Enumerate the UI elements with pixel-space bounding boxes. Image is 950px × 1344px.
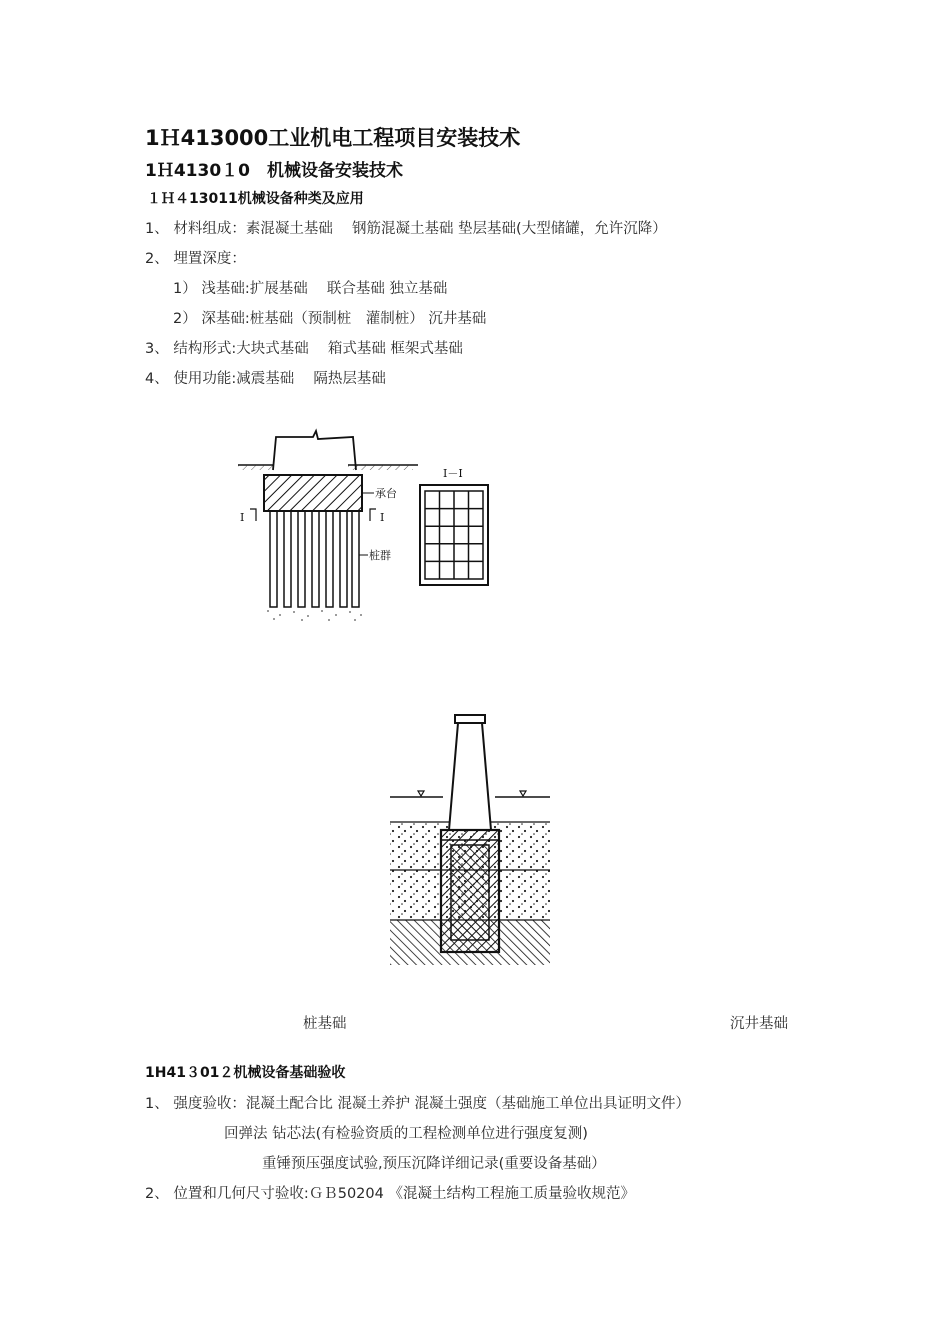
list-item: 重锤预压强度试验,预压沉降详细记录(重要设备基础） bbox=[262, 1156, 606, 1172]
section-title: I－I bbox=[443, 467, 463, 480]
list-item: 回弹法 钻芯法(有检验资质的工程检测单位进行强度复测) bbox=[224, 1126, 588, 1142]
section-heading: 1Ｈ4130１0 机械设备安装技术 bbox=[145, 161, 403, 181]
list-item: 2） 深基础:桩基础（预制桩 灌制桩） 沉井基础 bbox=[173, 311, 487, 327]
subsection-heading-acceptance: 1H41３01２机械设备基础验收 bbox=[145, 1065, 346, 1081]
list-item: 1、 强度验收：混凝土配合比 混凝土养护 混凝土强度（基础施工单位出具证明文件） bbox=[145, 1096, 691, 1112]
list-item: 1、 材料组成：素混凝土基础 钢筋混凝土基础 垫层基础(大型储罐，允许沉降） bbox=[145, 221, 667, 237]
page-title: 1Ｈ413000工业机电工程项目安装技术 bbox=[145, 126, 521, 150]
caisson-foundation-figure bbox=[385, 705, 560, 970]
pile-foundation-figure bbox=[228, 425, 508, 625]
list-item: 1） 浅基础:扩展基础 联合基础 独立基础 bbox=[173, 281, 448, 297]
subsection-heading-types: １Ｈ４13011机械设备种类及应用 bbox=[147, 191, 364, 207]
list-item: 2、 位置和几何尺寸验收:ＧＢ50204 《混凝土结构工程施工质量验收规范》 bbox=[145, 1186, 635, 1202]
label-pile-group: 桩群 bbox=[369, 549, 391, 562]
pile-group bbox=[270, 511, 359, 607]
list-item: 4、 使用功能:减震基础 隔热层基础 bbox=[145, 371, 386, 387]
label-pile-cap: 承台 bbox=[375, 487, 397, 500]
list-item: 2、 埋置深度： bbox=[145, 251, 246, 267]
caption-pile-foundation: 桩基础 bbox=[303, 1016, 347, 1032]
section-mark-right: I bbox=[380, 511, 385, 524]
section-mark-left: I bbox=[240, 511, 245, 524]
caption-caisson-foundation: 沉井基础 bbox=[730, 1016, 788, 1032]
list-item: 3、 结构形式:大块式基础 箱式基础 框架式基础 bbox=[145, 341, 463, 357]
